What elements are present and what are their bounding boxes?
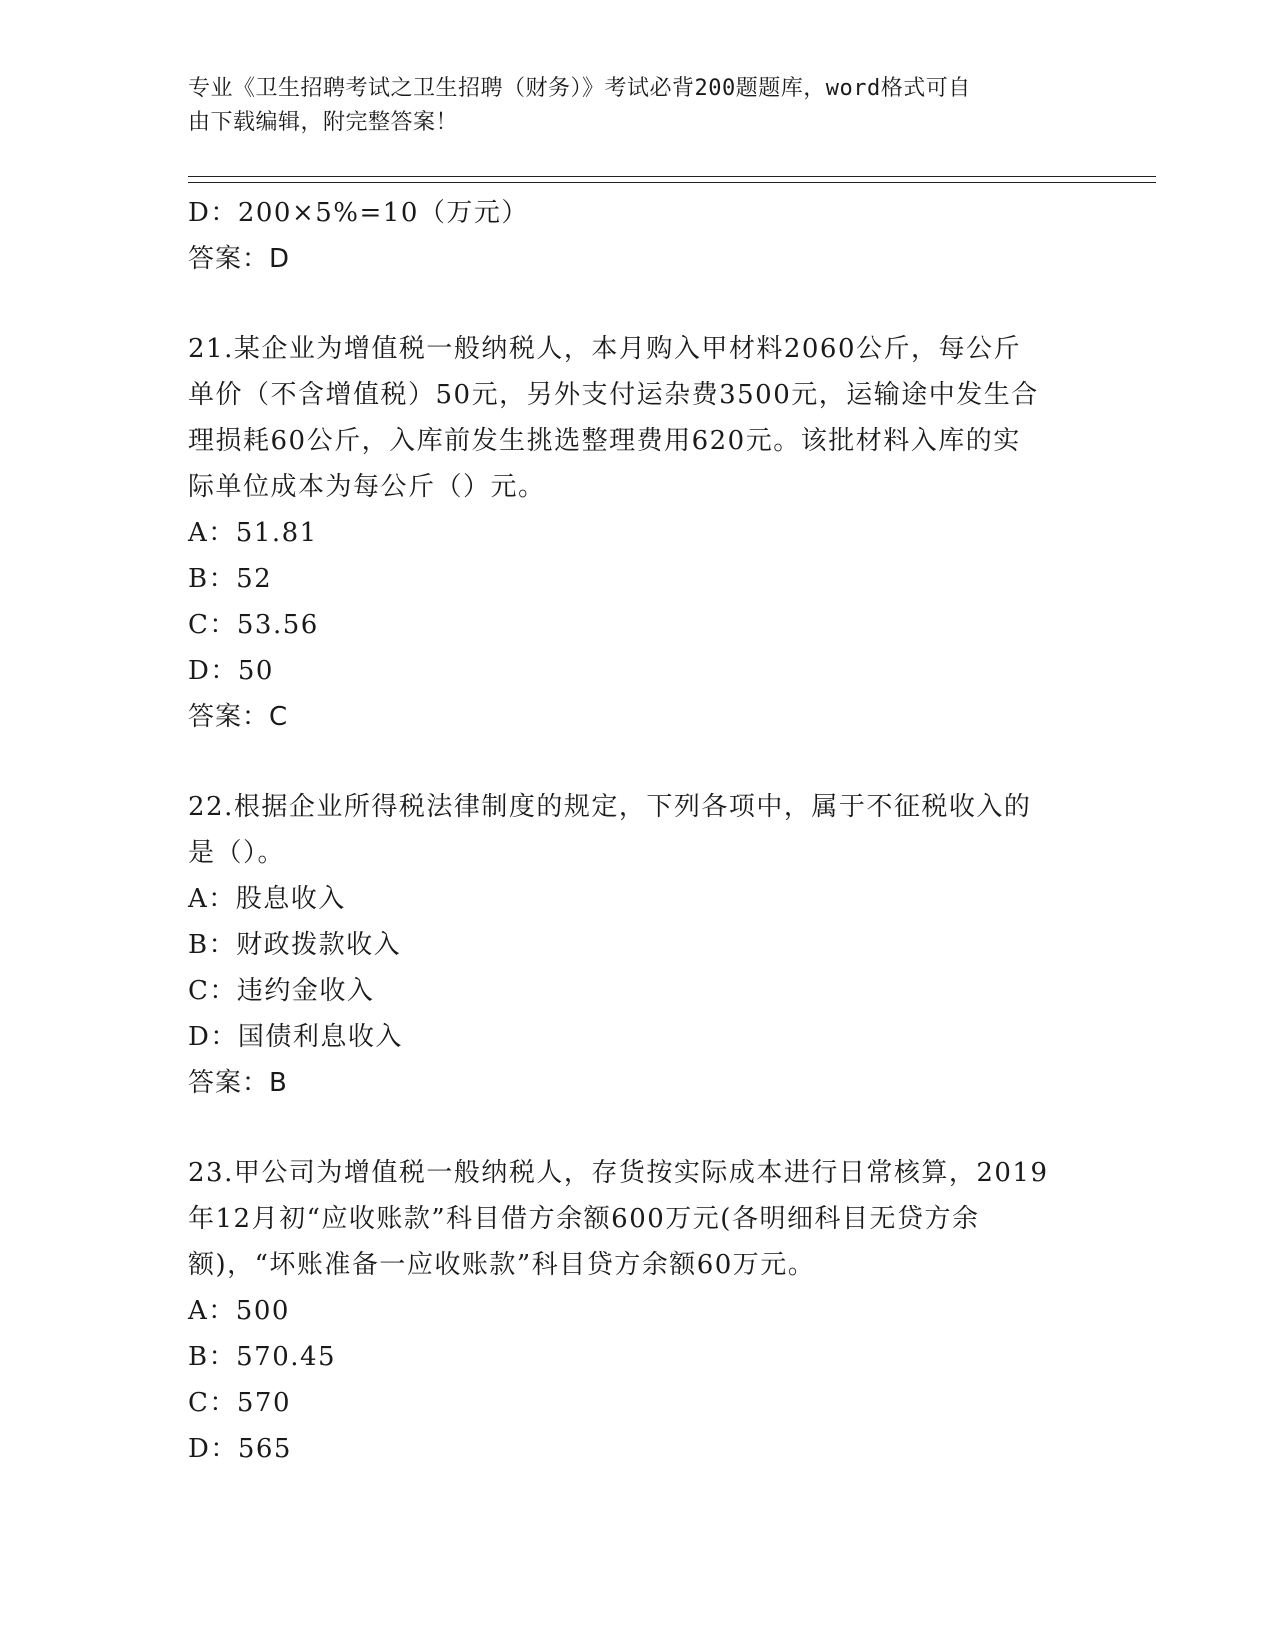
previous-question-tail [188, 190, 1088, 282]
header-line-2: 由下载编辑，附完整答案！ [188, 110, 459, 135]
option-b: B：52 [188, 564, 273, 594]
answer-line: 答案：B [188, 1068, 288, 1098]
header-rule-bottom [188, 182, 1156, 183]
page-header [188, 72, 1068, 140]
question-22 [188, 784, 1088, 1106]
header-line-1: 专业《卫生招聘考试之卫生招聘（财务）》考试必背200题题库，word格式可自 [188, 76, 971, 101]
question-21-line-2: 单价（不含增值税）50元，另外支付运杂费3500元，运输途中发生合 [188, 380, 1039, 410]
option-d: D：国债利息收入 [188, 1022, 403, 1052]
question-23-line-2: 年12月初“应收账款”科目借方余额600万元(各明细科目无贷方余 [188, 1204, 980, 1234]
question-22-line-2: 是（）。 [188, 838, 286, 868]
answer-line: 答案：C [188, 702, 289, 732]
answer-line: 答案：D [188, 244, 291, 274]
option-b: B：570.45 [188, 1342, 337, 1372]
question-23-line-3: 额)，“坏账准备一应收账款”科目贷方余额60万元。 [188, 1250, 816, 1280]
option-d: D：50 [188, 656, 274, 686]
question-22-line-1: 22.根据企业所得税法律制度的规定，下列各项中，属于不征税收入的 [188, 792, 1032, 822]
option-a: A：51.81 [188, 518, 318, 548]
question-21 [188, 326, 1088, 740]
question-23 [188, 1150, 1088, 1472]
option-b: B：财政拨款收入 [188, 930, 402, 960]
header-rule-top [188, 176, 1156, 177]
question-21-line-1: 21.某企业为增值税一般纳税人，本月购入甲材料2060公斤，每公斤 [188, 334, 1022, 364]
question-23-line-1: 23.甲公司为增值税一般纳税人，存货按实际成本进行日常核算，2019 [188, 1158, 1049, 1188]
option-c: C：570 [188, 1388, 292, 1418]
option-d: D：200×5%=10（万元） [188, 198, 529, 228]
option-c: C：53.56 [188, 610, 319, 640]
option-d: D：565 [188, 1434, 292, 1464]
option-a: A：股息收入 [188, 884, 346, 914]
option-a: A：500 [188, 1296, 290, 1326]
question-21-line-3: 理损耗60公斤，入库前发生挑选整理费用620元。该批材料入库的实 [188, 426, 1021, 456]
option-c: C：违约金收入 [188, 976, 375, 1006]
main-content [188, 190, 1088, 1472]
question-21-line-4: 际单位成本为每公斤（）元。 [188, 472, 546, 502]
